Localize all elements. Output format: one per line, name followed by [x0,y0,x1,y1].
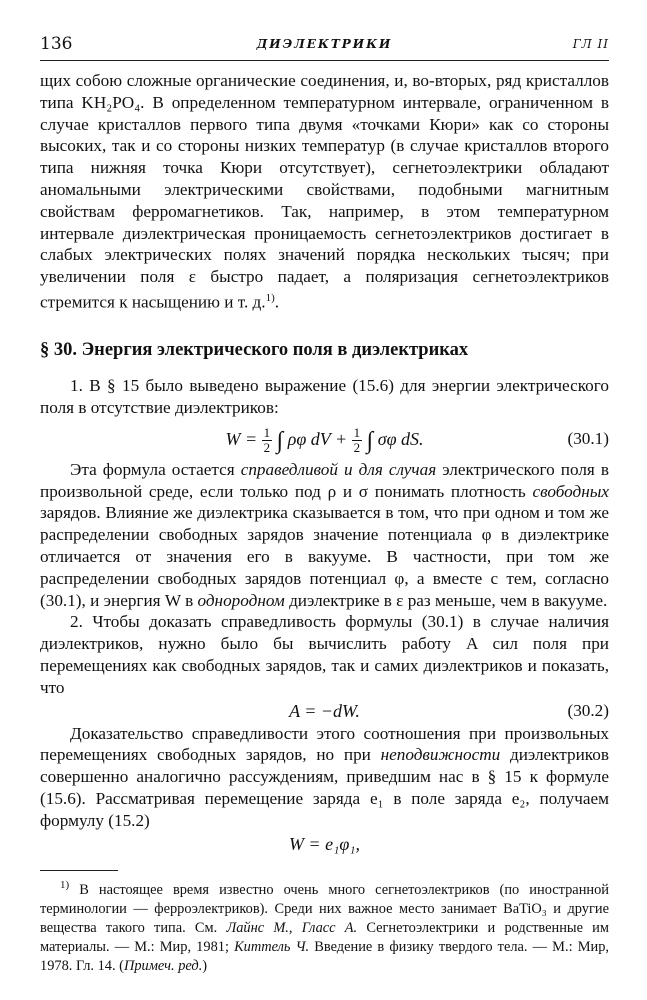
equation-label: (30.2) [567,700,609,720]
footnote-rule [40,870,118,871]
paragraph-3: 2. Чтобы доказать справедливость формулы (30.1) в случае наличия диэлектриков, нужно было бы вычислить работу A сил поля при перемещениях как свободных зарядов, так и самих диэлектриков и показать, что [40,612,609,697]
running-title: ДИЭЛЕКТРИКИ [256,37,393,51]
equation-label: (30.1) [567,428,609,448]
integral-sign: ∫ [366,427,374,454]
integral-sign: ∫ [276,427,284,454]
page-number: 136 [40,34,73,54]
footnote: $^{1)}$ В настоящее время известно очень много сегнетоэлектриков (по иностранной терминологии — ферроэлектриков). Среди них важное место занимает BaTiO₃ и другие вещества такого типа. См. Лайнс М., Гласс А. Сегнетоэлектрики и родственные им материалы. — М.: Мир, 1981; Киттель Ч. Введение в физику твердого тела. — М.: Мир, 1978. Гл. 14. (Примеч. ред.) [40,879,609,974]
page-header [40,34,609,62]
equation-15-2: W = e₁φ₁, [288,833,361,854]
header-rule [40,60,609,61]
paragraph-1: 1. В § 15 было выведено выражение (15.6) для энергии электрического поля в отсутствие диэлектриков: [40,376,609,418]
equation-30-2: A = −dW. (30.2) [289,700,609,721]
section-title: § 30. Энергия электрического поля в диэлектриках [40,339,469,360]
page-body [40,70,609,856]
chapter-label: ГЛ II [572,37,609,51]
footnote-ref: 1) [265,291,275,304]
equation-30-1: W = $\frac{1}{2}$ ∫ ρφ dV + $\frac{1}{2}$ ∫ σφ dS. (30.1) [40,419,609,459]
paragraph-continued: щих собою сложные органические соединения, и, во-вторых, ряд кристаллов типа KH₂PO₄. В определенном температурном интервале, ограниченном в случае кристаллов первого типа двумя «точками Кюри» как со стороны высоких, так и со стороны низких температур (в случае кристаллов второго типа нижняя точка Кюри отсутствует), сегнетоэлектрики обладают аномальными электрическими свойствами, подобными магнитным свойствам ферромагнетиков. Так, например, в этом температурном интервале диэлектрическая проницаемость сегнетоэлектриков достигает в слабых электрических полях значений порядка нескольких тысяч; при увеличении поля ε быстро падает, а поляризация сегнетоэлектриков стремится к насыщению и т. д.$^{1)}$. [40,71,609,312]
paragraph-2: Эта формула остается справедливой и для случая электрического поля в произвольной среде, если только под ρ и σ понимать плотность свободных зарядов. Влияние же диэлектрика сказывается в том, что при одном и том же распределении свободных зарядов значение потенциала φ в диэлектрике отличается от значения его в вакууме. В частности, при том же распределении свободных зарядов потенциал φ, а вместе с тем, согласно (30.1), и энергия W в однородном диэлектрике в ε раз меньше, чем в вакууме. [40,459,609,610]
paragraph-4: Доказательство справедливости этого соотношения при произвольных перемещениях свободных зарядов, но при неподвижности диэлектриков совершенно аналогично рассуждениям, приведшим нас в § 15 к формуле (15.6). Рассматривая перемещение заряда e₁ в поле заряда e₂, получаем формулу (15.2) [40,723,609,830]
